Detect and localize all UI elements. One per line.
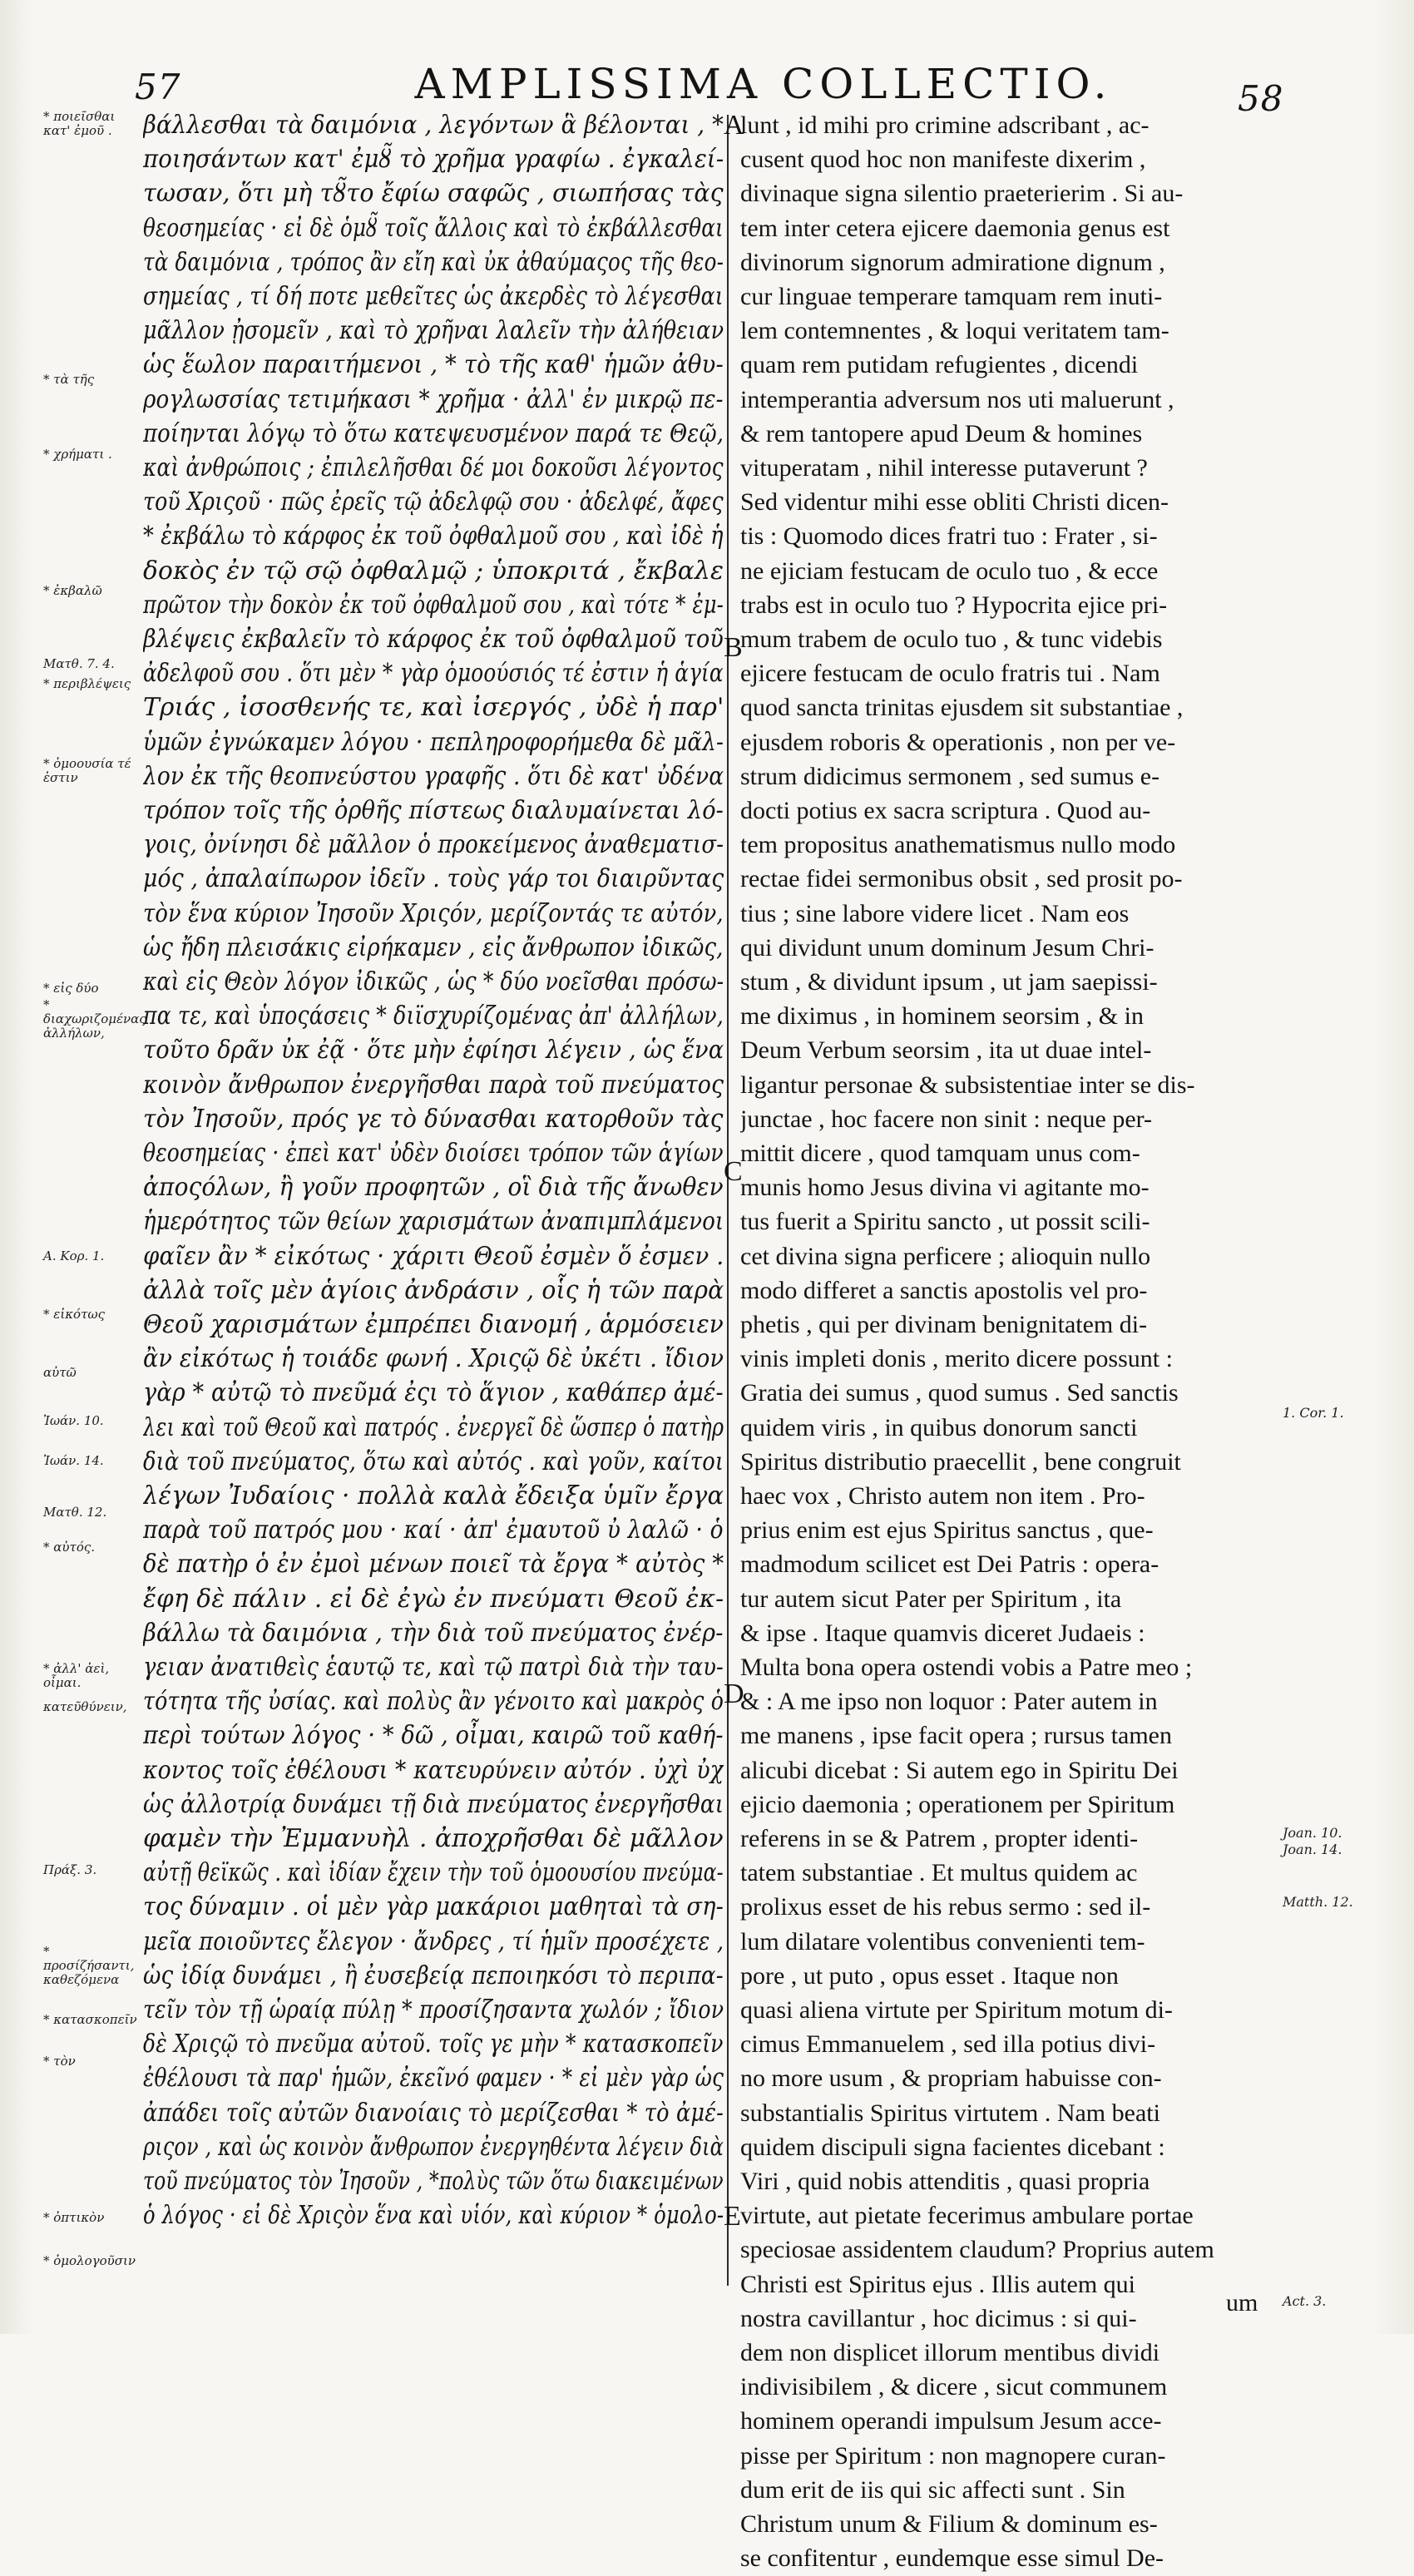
greek-text-line: τρόπον τοῖς τῆς ὀρθῆς πίστεως διαλυμαίνεται λό- [143, 796, 724, 825]
greek-text-line: τὰ δαιμόνια , τρόπος ἂν εἴη καὶ ὐκ ἀθαύμαςος τῆς θεο- [143, 247, 724, 277]
greek-text-line: δοκὸς ἐν τῷ σῷ ὀφθαλμῷ ; ὑποκριτά , ἔκβαλε [143, 556, 724, 586]
margin-note: Ἰωάν. 10. [43, 1413, 104, 1428]
latin-text-line: quod sancta trinitas ejusdem sit substantiae , [740, 694, 1184, 722]
column-divider [727, 115, 729, 2286]
latin-text-line: & rem tantopere apud Deum & homines [740, 419, 1143, 447]
latin-text-line: cusent quod hoc non manifeste dixerim , [740, 146, 1146, 174]
latin-text-line: Christum unum & Filium & dominum es- [740, 2510, 1158, 2538]
latin-text-line: pore , ut puto , opus esset . Itaque non [740, 1961, 1119, 1990]
greek-text-line: μός , ἀπαλαίπωρον ἰδεῖν . τοὺς γάρ τοι διαιρῦντας [143, 864, 724, 894]
right-page-number: 58 [1238, 78, 1284, 119]
left-page-number: 57 [135, 67, 181, 107]
latin-text-line: modo differet a sanctis apostolis vel pro- [740, 1276, 1148, 1304]
greek-text-line: τος δύναμιν . οἱ μὲν γὰρ μακάριοι μαθηταὶ τὰ ση- [143, 1892, 724, 1922]
margin-note: * ἐκβαλῶ [43, 583, 102, 598]
greek-text-line: ἀπάδει τοῖς αὐτῶν διανοίαις τὸ μερίζεσθαι * τὸ ἀμέ- [143, 2098, 724, 2128]
greek-text-line: θεοσημείας · εἰ δὲ ὁμȣ̃ τοῖς ἄλλοις καὶ τὸ ἐκβάλλεσθαι [143, 213, 724, 243]
latin-text-line: tur autem sicut Pater per Spiritum , ita [740, 1585, 1122, 1613]
latin-text-line: dum erit de iis qui sic affecti sunt . Sin [740, 2475, 1125, 2504]
latin-text-line: referens in se & Patrem , propter identi- [740, 1825, 1139, 1852]
greek-text-line: γοις, ὀνίνησι δὲ μᾶλλον ὁ προκείμενος ἀναθεματισ- [143, 830, 724, 860]
latin-text-line: ligantur personae & subsistentiae inter se dis- [740, 1070, 1195, 1099]
margin-note: * προσίζήσαντι, καθεζόμενα [43, 1944, 135, 1987]
left-margin-notes [43, 108, 146, 2304]
latin-text-line: trabs est in oculo tuo ? Hypocrita ejice pri- [740, 591, 1168, 619]
latin-text-line: haec vox , Christo autem non item . Pro- [740, 1482, 1145, 1510]
greek-text-line: τὸν ἕνα κύριον Ἰησοῦν Χριςόν, μερίζοντάς τε αὐτόν, [143, 898, 724, 928]
right-margin-notes [1283, 108, 1407, 2309]
latin-text-line: nostra cavillantur , hoc dicimus : si qui- [740, 2304, 1137, 2332]
greek-text-line: ἐθέλουσι τὰ παρ' ἡμῶν, ἐκεῖνό φαμεν · * εἰ μὲν γὰρ ὡς [143, 2064, 724, 2094]
margin-note: Ματθ. 12. [43, 1505, 107, 1520]
latin-text-line: phetis , qui per divinam benignitatem di- [740, 1311, 1148, 1338]
greek-text-line: θεοσημείας · ἐπεὶ κατ' ὐδὲν διοίσει τρόπον τῶν ἁγίων [143, 1139, 724, 1168]
latin-text-line: vituperatam , nihil interesse putaverunt ? [740, 454, 1148, 482]
margin-note: * αὐτός. [43, 1540, 96, 1555]
latin-text-line: lem contemnentes , & loqui veritatem tam- [740, 317, 1169, 345]
greek-text-line: ἡμερότητος τῶν θείων χαρισμάτων ἀναπιμπλάμενοι [143, 1207, 724, 1237]
margin-note: Πράξ. 3. [43, 1862, 97, 1877]
section-marker-b: B [724, 632, 743, 663]
margin-note: * περιβλέψεις [43, 676, 131, 691]
margin-note: αὐτῶ [43, 1365, 77, 1380]
catchword: um [1226, 2289, 1258, 2316]
margin-note: * διαχωριζομένας ἀλλήλων, [43, 997, 146, 1041]
greek-text-line: κοινὸν ἄνθρωπον ἐνεργῆσθαι παρὰ τοῦ πνεύματος [143, 1070, 724, 1100]
margin-note: Joan. 10. [1283, 1825, 1342, 1841]
greek-text-line: ὡς ἤδη πλεισάκις εἰρήκαμεν , εἰς ἄνθρωπον ἰδικῶς, [143, 932, 724, 962]
latin-text-line: substantialis Spiritus virtutem . Nam beati [740, 2099, 1160, 2127]
greek-text-line: ρογλωσσίας τετιμήκασι * χρῆμα · ἀλλ' ἐν μικρῷ πε- [143, 384, 724, 414]
latin-text-line: & ipse . Itaque quamvis diceret Judaeis : [740, 1619, 1145, 1647]
latin-text-line: junctae , hoc facere non sinit : neque per- [740, 1105, 1153, 1133]
greek-text-line: ἔφη δὲ πάλιν . εἰ δὲ ἐγὼ ἐν πνεύματι Θεοῦ ἐκ- [143, 1584, 724, 1614]
latin-text-line: tis : Quomodo dices fratri tuo : Frater , si- [740, 522, 1158, 551]
greek-text-line: καὶ ἀνθρώποις ; ἐπιλελῆσθαι δέ μοι δοκοῦσι λέγοντος [143, 453, 724, 482]
greek-text-line: παρὰ τοῦ πατρός μου · καί · ἀπ' ἐμαυτοῦ ὐ λαλῶ · ὁ [143, 1515, 724, 1545]
greek-text-line: τὸν Ἰησοῦν, πρός γε τὸ δύνασθαι κατορθοῦν τὰς [143, 1104, 724, 1134]
greek-text-line: μᾶλλον ᾐσομεῖν , καὶ τὸ χρῆναι λαλεῖν τὴν ἀλήθειαν [143, 316, 724, 346]
greek-text-line: σημείας , τί δή ποτε μεθεῖτες ὡς ἀκερδὲς τὸ λέγεσθαι [143, 282, 724, 311]
greek-text-line: τοῦτο δρᾶν ὐκ ἐᾷ · ὅτε μὴν ἐφίησι λέγειν , ὡς ἕνα [143, 1036, 724, 1066]
latin-text-line: me diximus , in hominem seorsim , & in [740, 1002, 1144, 1031]
latin-text-line: no more usum , & propriam habuisse con- [740, 2064, 1162, 2093]
latin-text-line: tem propositus anathematismus nullo modo [740, 831, 1176, 859]
margin-note: Ἰωάν. 14. [43, 1453, 104, 1468]
margin-note: Α. Κορ. 1. [43, 1248, 105, 1263]
section-marker-e: E [724, 2201, 741, 2232]
latin-text-line: tus fuerit a Spiritu sancto , ut possit scili- [740, 1208, 1150, 1236]
latin-text-line: divinaque signa silentio praeterierim . Si au- [740, 180, 1184, 208]
greek-text-line: δὲ πατὴρ ὁ ἐν ἐμοὶ μένων ποιεῖ τὰ ἔργα * αὐτὸς * [143, 1550, 724, 1580]
greek-text-line: τωσαν, ὅτι μὴ τȣ̃το ἔφίω σαφῶς , σιωπήσας τὰς [143, 179, 724, 209]
margin-note: * εἰκότως [43, 1307, 105, 1322]
greek-text-line: λει καὶ τοῦ Θεοῦ καὶ πατρός . ἐνεργεῖ δὲ ὥσπερ ὁ πατὴρ [143, 1412, 724, 1442]
greek-text-line: πρῶτον τὴν δοκὸν ἐκ τοῦ ὀφθαλμοῦ σου , καὶ τότε * ἐμ- [143, 590, 724, 620]
section-marker-a: A [724, 110, 744, 141]
latin-text-column [740, 108, 1281, 2573]
latin-text-line: cur linguae temperare tamquam rem inuti- [740, 283, 1163, 310]
greek-text-line: γειαν ἀνατιθεὶς ἑαυτῷ τε, καὶ τῷ πατρὶ διὰ τὴν ταυ- [143, 1653, 724, 1682]
latin-text-line: vinis impleti donis , merito dicere possunt : [740, 1345, 1173, 1373]
latin-text-line: lum dilatare volentibus convenienti tem- [740, 1927, 1145, 1955]
latin-text-line: Viri , quid nobis attenditis , quasi propria [740, 2168, 1150, 2195]
greek-text-line: ριςον , καὶ ὡς κοινὸν ἄνθρωπον ἐνεργηθέντα λέγειν διὰ [143, 2132, 724, 2162]
margin-note: * εἰς δύο [43, 981, 99, 996]
greek-text-line: μεῖα ποιοῦντες ἔλεγον · ἄνδρες , τί ἡμῖν προσέχετε , [143, 1926, 724, 1956]
latin-text-line: Gratia dei sumus , quod sumus . Sed sanctis [740, 1379, 1179, 1407]
latin-text-line: ne ejiciam festucam de oculo tuo , & ecce [740, 556, 1159, 585]
greek-text-line: δὲ Χριςῷ τὸ πνεῦμα αὐτοῦ. τοῖς γε μὴν * κατασκοπεῖν [143, 2030, 724, 2059]
greek-text-line: λέγων Ἰυδαίοις · πολλὰ καλὰ ἔδειξα ὑμῖν ἔργα [143, 1481, 724, 1510]
latin-text-line: strum didicimus sermonem , sed sumus e- [740, 762, 1160, 790]
margin-note: * ὀπτικὸν [43, 2210, 105, 2225]
greek-text-line: διὰ τοῦ πνεύματος, ὅτω καὶ αὐτός . καὶ γοῦν, καίτοι [143, 1446, 724, 1476]
latin-text-line: tius ; sine labore videre licet . Nam eos [740, 899, 1130, 927]
latin-text-line: me manens , ipse facit opera ; rursus tamen [740, 1722, 1172, 1750]
latin-text-line: speciosae assidentem claudum? Proprius autem [740, 2236, 1214, 2264]
latin-text-line: cimus Emmanuelem , sed illa potius divi- [740, 2030, 1156, 2059]
latin-text-line: lunt , id mihi pro crimine adscribant , ac- [740, 111, 1149, 139]
margin-note: * ποιεῖσθαι κατ' ἐμοῦ . [43, 109, 116, 138]
latin-text-line: prolixus esset de his rebus sermo : sed il- [740, 1893, 1151, 1921]
greek-text-line: ἂν εἰκότως ἡ τοιάδε φωνή . Χριςῷ δὲ ὐκέτι . ἴδιον [143, 1344, 724, 1374]
latin-text-line: intemperantia adversum nos uti maluerunt , [740, 385, 1174, 413]
latin-text-line: cet divina signa perficere ; alioquin nullo [740, 1242, 1151, 1270]
greek-text-line: βλέψεις ἐκβαλεῖν τὸ κάρφος ἐκ τοῦ ὀφθαλμοῦ τοῦ [143, 625, 724, 654]
latin-text-line: munis homo Jesus divina vi agitante mo- [740, 1174, 1149, 1202]
latin-text-line: ejicio daemonia ; operationem per Spiritum [740, 1790, 1175, 1818]
margin-note: Act. 3. [1283, 2293, 1327, 2309]
greek-text-line: λον ἐκ τῆς θεοπνεύστου γραφῆς . ὅτι δὲ κατ' ὐδένα [143, 761, 724, 791]
latin-text-line: stum , & dividunt ipsum , ut jam saepissi- [740, 968, 1158, 996]
latin-text-line: prius enim est ejus Spiritus sanctus , que- [740, 1516, 1154, 1545]
greek-text-line: ὁ λόγος · εἰ δὲ Χριςὸν ἕνα καὶ υἱόν, καὶ κύριον * ὁμολο- [143, 2201, 724, 2231]
latin-text-line: quam rem putidam refugientes , dicendi [740, 351, 1139, 379]
margin-note: Matth. 12. [1283, 1894, 1353, 1910]
latin-text-line: mum trabem de oculo tuo , & tunc videbis [740, 625, 1163, 653]
greek-text-line: τοῦ Χριςοῦ · πῶς ἐρεῖς τῷ ἀδελφῷ σου · ἀδελφέ, ἄφες [143, 487, 724, 517]
greek-text-line: ποίηνται λόγῳ τὸ ὅτω κατεψευσμένον παρά τε Θεῷ, [143, 418, 724, 448]
greek-text-line: ἀποςόλων, ἢ γοῦν προφητῶν , οἳ διὰ τῆς ἄνωθεν [143, 1173, 724, 1203]
latin-text-line: & : A me ipso non loquor : Pater autem in [740, 1688, 1158, 1716]
greek-text-line: φαῖεν ἂν * εἰκότως · χάριτι Θεοῦ ἐσμὲν ὅ ἐσμεν . [143, 1241, 724, 1271]
greek-text-line: * ἐκβάλω τὸ κάρφος ἐκ τοῦ ὀφθαλμοῦ σου , καὶ ἰδὲ ἡ [143, 522, 724, 551]
latin-text-line: ejicere festucam de oculo fratris tui . Nam [740, 660, 1160, 688]
latin-text-line: tatem substantiae . Et multus quidem ac [740, 1859, 1138, 1887]
margin-note: * ὁμολογοῦσιν [43, 2253, 136, 2268]
running-title: AMPLISSIMA COLLECTIO. [414, 60, 1113, 108]
margin-note: * τὸν [43, 2054, 76, 2069]
greek-text-line: ὡς ἕωλον παραιτήμενοι , * τὸ τῆς καθ' ἡμῶν ἀθυ- [143, 350, 724, 380]
greek-text-line: τεῖν τὸν τῇ ὡραίᾳ πύλῃ * προσίζησαντα χωλόν ; ἴδιον [143, 1995, 724, 2025]
margin-note: * χρήματι . [43, 447, 112, 462]
greek-text-line: βάλλεσθαι τὰ δαιμόνια , λεγόντων ἃ βέλονται , * [143, 111, 724, 140]
latin-text-line: Deum Verbum seorsim , ita ut duae intel- [740, 1036, 1152, 1065]
margin-note: * ἀλλ' ἀεὶ, οἶμαι. [43, 1661, 110, 1690]
greek-text-line: ἀδελφοῦ σου . ὅτι μὲν * γὰρ ὁμοούσιός τέ ἐστιν ἡ ἁγία [143, 659, 724, 689]
latin-text-line: Christi est Spiritus ejus . Illis autem qui [740, 2270, 1135, 2298]
margin-note: * κατασκοπεῖν [43, 2012, 137, 2027]
greek-text-line: αὐτῇ θεϊκῶς . καὶ ἰδίαν ἔχειν τὴν τοῦ ὁμοουσίου πνεύμα- [143, 1858, 724, 1888]
latin-text-line: Multa bona opera ostendi vobis a Patre meo ; [740, 1654, 1193, 1681]
latin-text-line: divinorum signorum admiratione dignum , [740, 248, 1165, 276]
margin-note: Ματθ. 7. 4. [43, 656, 115, 671]
margin-note: * τὰ τῆς [43, 372, 95, 387]
latin-text-line: dem non displicet illorum mentibus dividi [740, 2339, 1160, 2366]
greek-text-line: ὡς ἰδίᾳ δυνάμει , ἢ ἐυσεβείᾳ πεποιηκόσι τὸ περιπα- [143, 1960, 724, 1990]
latin-text-line: ejusdem roboris & operationis , non per ve- [740, 728, 1176, 756]
greek-text-line: τότητα τῆς ὐσίας. καὶ πολὺς ἂν γένοιτο καὶ μακρὸς ὁ [143, 1687, 724, 1717]
latin-text-line: madmodum scilicet est Dei Patris : opera- [740, 1550, 1159, 1579]
latin-text-line: hominem operandi impulsum Jesum acce- [740, 2407, 1162, 2435]
greek-text-line: βάλλω τὰ δαιμόνια , τὴν διὰ τοῦ πνεύματος ἐνέρ- [143, 1618, 724, 1648]
greek-text-line: γὰρ * αὐτῷ τὸ πνεῦμά ἐςι τὸ ἅγιον , καθάπερ ἀμέ- [143, 1378, 724, 1408]
greek-text-line: Θεοῦ χαρισμάτων ἐμπρέπει διανομή , ἁρμόσειεν [143, 1310, 724, 1339]
greek-text-line: καὶ εἰς Θεὸν λόγον ἰδικῶς , ὡς * δύο νοεῖσθαι πρόσω- [143, 967, 724, 996]
greek-text-line: περὶ τούτων λόγος · * δῶ , οἶμαι, καιρῶ τοῦ καθή- [143, 1721, 724, 1751]
margin-note: κατεῦθύνειν, [43, 1699, 127, 1714]
margin-note: Joan. 14. [1283, 1842, 1342, 1857]
latin-text-line: rectae fidei sermonibus obsit , sed prosit po- [740, 865, 1183, 893]
latin-text-line: mittit dicere , quod tamquam unus com- [740, 1140, 1140, 1167]
greek-text-line: ποιησάντων κατ' ἐμȣ̃ τὸ χρῆμα γραφίω . ἐγκαλεί- [143, 145, 724, 175]
greek-text-line: τοῦ πνεύματος τὸν Ἰησοῦν , *πολὺς τῶν ὅτω διακειμένων [143, 2167, 724, 2196]
greek-text-line: Τριάς , ἰσοσθενής τε, καὶ ἰσεργός , ὐδὲ ἡ παρ' [143, 693, 724, 723]
greek-text-line: ὑμῶν ἐγνώκαμεν λόγου · πεπληροφορήμεθα δὲ μᾶλ- [143, 727, 724, 757]
latin-text-line: virtute, aut pietate fecerimus ambulare portae [740, 2202, 1194, 2230]
greek-text-line: πα τε, καὶ ὑποςάσεις * διϊσχυρίζομένας ἀπ' ἀλλήλων, [143, 1001, 724, 1031]
latin-text-line: qui dividunt unum dominum Jesum Chri- [740, 933, 1154, 962]
greek-text-line: ἀλλὰ τοῖς μὲν ἁγίοις ἀνδράσιν , οἷς ἡ τῶν παρὰ [143, 1275, 724, 1305]
latin-text-line: quidem discipuli signa facientes dicebant : [740, 2133, 1165, 2161]
section-marker-d: D [724, 1679, 744, 1709]
greek-text-line: φαμὲν τὴν Ἐμμανυὴλ . ἀποχρῆσθαι δὲ μᾶλλον [143, 1824, 724, 1853]
greek-text-column [143, 108, 724, 2304]
margin-note: * ὁμοουσία τέ ἐστιν [43, 756, 131, 785]
latin-text-line: indivisibilem , & dicere , sicut communem [740, 2373, 1168, 2401]
latin-text-line: pisse per Spiritum : non magnopere curan- [740, 2441, 1166, 2470]
latin-text-line: alicubi dicebat : Si autem ego in Spiritu Dei [740, 1756, 1179, 1784]
latin-text-line: Sed videntur mihi esse obliti Christi dicen- [740, 488, 1169, 517]
greek-text-line: κοντος τοῖς ἐθέλουσι * κατευρύνειν αὐτόν . ὐχὶ ὐχ [143, 1755, 724, 1785]
margin-note: 1. Cor. 1. [1283, 1405, 1344, 1421]
section-marker-c: C [724, 1156, 743, 1187]
latin-text-line: docti potius ex sacra scriptura . Quod au- [740, 797, 1151, 824]
latin-text-line: quasi aliena virtute per Spiritum motum di- [740, 1996, 1173, 2024]
latin-text-line: Spiritus distributio praecellit , bene congruit [740, 1447, 1181, 1476]
greek-text-line: ὡς ἀλλοτρίᾳ δυνάμει τῇ διὰ πνεύματος ἐνεργῆσθαι [143, 1789, 724, 1819]
latin-text-line: tem inter cetera ejicere daemonia genus est [740, 214, 1170, 242]
latin-text-line: se confitentur , eundemque esse simul De- [740, 2544, 1164, 2573]
latin-text-line: quidem viris , in quibus donorum sancti [740, 1413, 1138, 1441]
